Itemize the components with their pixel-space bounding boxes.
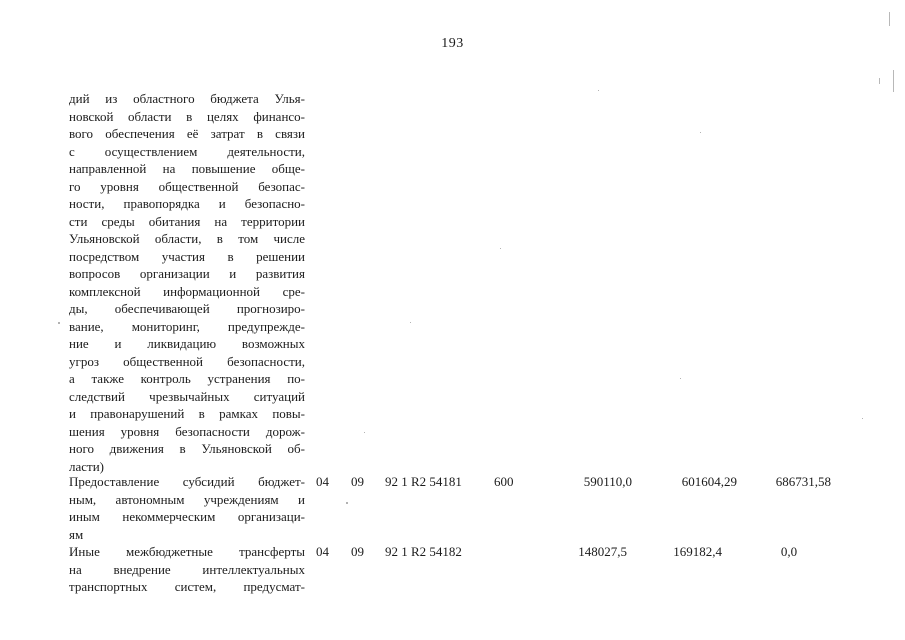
text-line: а также контроль устранения по- xyxy=(69,371,305,386)
text-line: Предоставление субсидий бюджет- xyxy=(69,474,305,489)
subsection-code: 09 xyxy=(351,544,364,559)
section-code: 04 xyxy=(316,474,329,489)
amount-year-3: 686731,58 xyxy=(775,474,831,489)
text-line: сти среды обитания на территории xyxy=(69,213,305,229)
text-line: шения уровня безопасности дорож- xyxy=(69,423,305,439)
target-article-code: 92 1 R2 54182 xyxy=(385,544,462,559)
text-line: с осуществлением деятельности, xyxy=(69,143,305,159)
text-line: вание, мониторинг, предупрежде- xyxy=(69,318,305,334)
scan-speck xyxy=(598,90,599,91)
scan-artifact xyxy=(879,78,880,84)
text-line: угроз общественной безопасности, xyxy=(69,353,305,369)
text-line: Ульяновской области, в том числе xyxy=(69,231,305,246)
text-line: ным, автономным учреждениям и xyxy=(69,491,305,507)
text-line: дий из областного бюджета Улья- xyxy=(69,91,305,106)
text-line: и правонарушений в рамках повы- xyxy=(69,406,305,421)
scan-speck xyxy=(410,322,411,323)
scan-speck xyxy=(680,378,681,379)
target-article-code: 92 1 R2 54181 xyxy=(385,474,462,489)
amount-year-2: 601604,29 xyxy=(681,474,737,489)
page-number: 193 xyxy=(441,36,464,51)
continued-description xyxy=(69,90,305,475)
row-description xyxy=(69,543,305,596)
scan-speck xyxy=(862,418,863,419)
text-line: го уровня общественной безопас- xyxy=(69,178,305,194)
text-line: ности, правопорядка и безопасно- xyxy=(69,196,305,211)
text-line: комплексной информационной сре- xyxy=(69,283,305,299)
text-line: иным некоммерческим организаци- xyxy=(69,509,305,524)
scan-speck xyxy=(364,432,365,433)
row-description xyxy=(69,473,305,543)
text-line: транспортных систем, предусмат- xyxy=(69,579,305,594)
text-line: ного движения в Ульяновской об- xyxy=(69,441,305,456)
amount-year-2: 169182,4 xyxy=(673,544,722,559)
text-line: вопросов организации и развития xyxy=(69,266,305,281)
scan-artifact xyxy=(889,12,890,26)
text-line: направленной на повышение обще- xyxy=(69,161,305,176)
scan-speck xyxy=(346,502,348,504)
amount-year-1: 148027,5 xyxy=(578,544,627,559)
text-line: ям xyxy=(69,526,84,542)
text-line: ды, обеспечивающей прогнозиро- xyxy=(69,301,305,316)
text-line: вого обеспечения её затрат в связи xyxy=(69,126,305,141)
subsection-code: 09 xyxy=(351,474,364,489)
text-line: следствий чрезвычайных ситуаций xyxy=(69,388,305,404)
text-line: на внедрение интеллектуальных xyxy=(69,561,305,577)
text-line: ние и ликвидацию возможных xyxy=(69,336,305,351)
text-line: Иные межбюджетные трансферты xyxy=(69,544,305,559)
scan-artifact xyxy=(893,70,894,92)
text-line: посредством участия в решении xyxy=(69,248,305,264)
scan-speck xyxy=(500,248,501,249)
scan-speck xyxy=(58,322,60,324)
section-code: 04 xyxy=(316,544,329,559)
amount-year-1: 590110,0 xyxy=(583,474,632,489)
expense-type-code: 600 xyxy=(494,474,514,489)
text-line: новской области в целях финансо- xyxy=(69,108,305,124)
amount-year-3: 0,0 xyxy=(780,544,798,559)
scan-speck xyxy=(700,132,701,133)
text-line: ласти) xyxy=(69,458,104,474)
